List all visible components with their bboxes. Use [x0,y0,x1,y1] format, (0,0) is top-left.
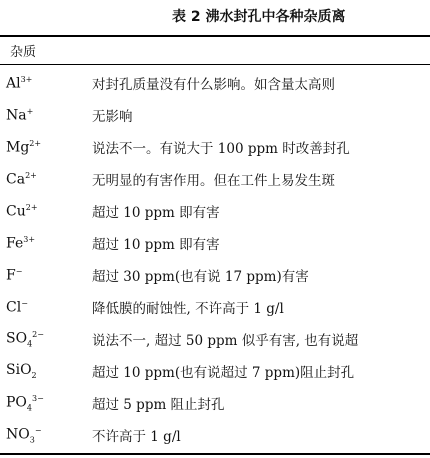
impurity-effect: 超过 5 ppm 阻止封孔 [92,397,225,413]
table-row [0,163,430,195]
header-rule [0,64,430,65]
impurity-effect: 超过 10 ppm(也有说超过 7 ppm)阻止封孔 [92,365,355,381]
table-body [0,67,430,451]
impurity-ion [0,394,92,412]
ion-charge: − [21,298,28,308]
ion-symbol: Na [6,107,27,124]
impurity-ion [0,330,92,348]
ion-symbol: SiO [6,362,32,379]
impurity-effect: 不许高于 1 g/l [92,429,181,445]
ion-subscript: 2 [31,370,37,380]
impurity-effect: 降低膜的耐蚀性, 不许高于 1 g/l [92,301,284,317]
table-row [0,259,430,291]
table-row [0,195,430,227]
impurity-ion [0,75,92,92]
ion-charge: 3− [32,393,44,403]
ion-charge: 2+ [25,170,37,180]
ion-charge: 2+ [29,138,42,148]
ion-symbol: F [6,267,16,284]
table-title: 表 2 沸水封孔中各种杂质离 [172,9,346,25]
impurity-effect: 无影响 [92,109,133,125]
bottom-rule [0,453,430,455]
table-row [0,419,430,451]
ion-charge: 3+ [20,74,33,84]
table-row [0,227,430,259]
impurity-ion [0,299,92,316]
table-row [0,291,430,323]
ion-charge: 3+ [23,234,36,244]
ion-symbol: NO [6,426,30,443]
ion-symbol: Mg [6,139,30,156]
impurity-effect: 说法不一, 超过 50 ppm 似乎有害, 也有说超 [92,333,359,349]
ion-charge: 2+ [25,202,38,212]
table-row [0,131,430,163]
impurity-effect: 超过 10 ppm 即有害 [92,205,220,221]
ion-subscript: 4 [26,403,32,413]
ion-symbol: Al [6,75,21,92]
impurity-ion [0,171,92,188]
table-row [0,387,430,419]
ion-charge: 2− [32,329,44,339]
impurity-effect: 超过 30 ppm(也有说 17 ppm)有害 [92,269,309,285]
impurity-ion [0,139,92,156]
ion-subscript: 3 [29,435,35,445]
ion-symbol: Ca [6,171,26,188]
impurity-effect: 对封孔质量没有什么影响。如含量太高则 [92,77,335,93]
ion-symbol: PO [6,394,27,411]
impurity-effect: 说法不一。有说大于 100 ppm 时改善封孔 [92,141,350,157]
ion-symbol: Cu [6,203,26,220]
impurity-ion [0,235,92,252]
impurity-ion [0,362,92,380]
table-row [0,99,430,131]
impurity-ion [0,426,92,444]
impurity-effect: 超过 10 ppm 即有害 [92,237,220,253]
impurity-ion [0,107,92,124]
impurity-effect: 无明显的有害作用。但在工件上易发生斑 [92,173,335,189]
ion-symbol: Fe [6,235,24,252]
ion-subscript: 4 [27,339,33,349]
impurity-ion [0,203,92,220]
ion-charge: − [15,266,23,276]
ion-symbol: SO [6,330,28,347]
table-row [0,67,430,99]
ion-symbol: Cl [6,299,22,316]
column-header-impurity: 杂质 [10,45,37,60]
table-row [0,355,430,387]
top-rule [0,35,430,37]
table-row [0,323,430,355]
ion-charge: − [34,425,42,435]
ion-charge: + [26,106,34,116]
impurity-ion [0,267,92,284]
